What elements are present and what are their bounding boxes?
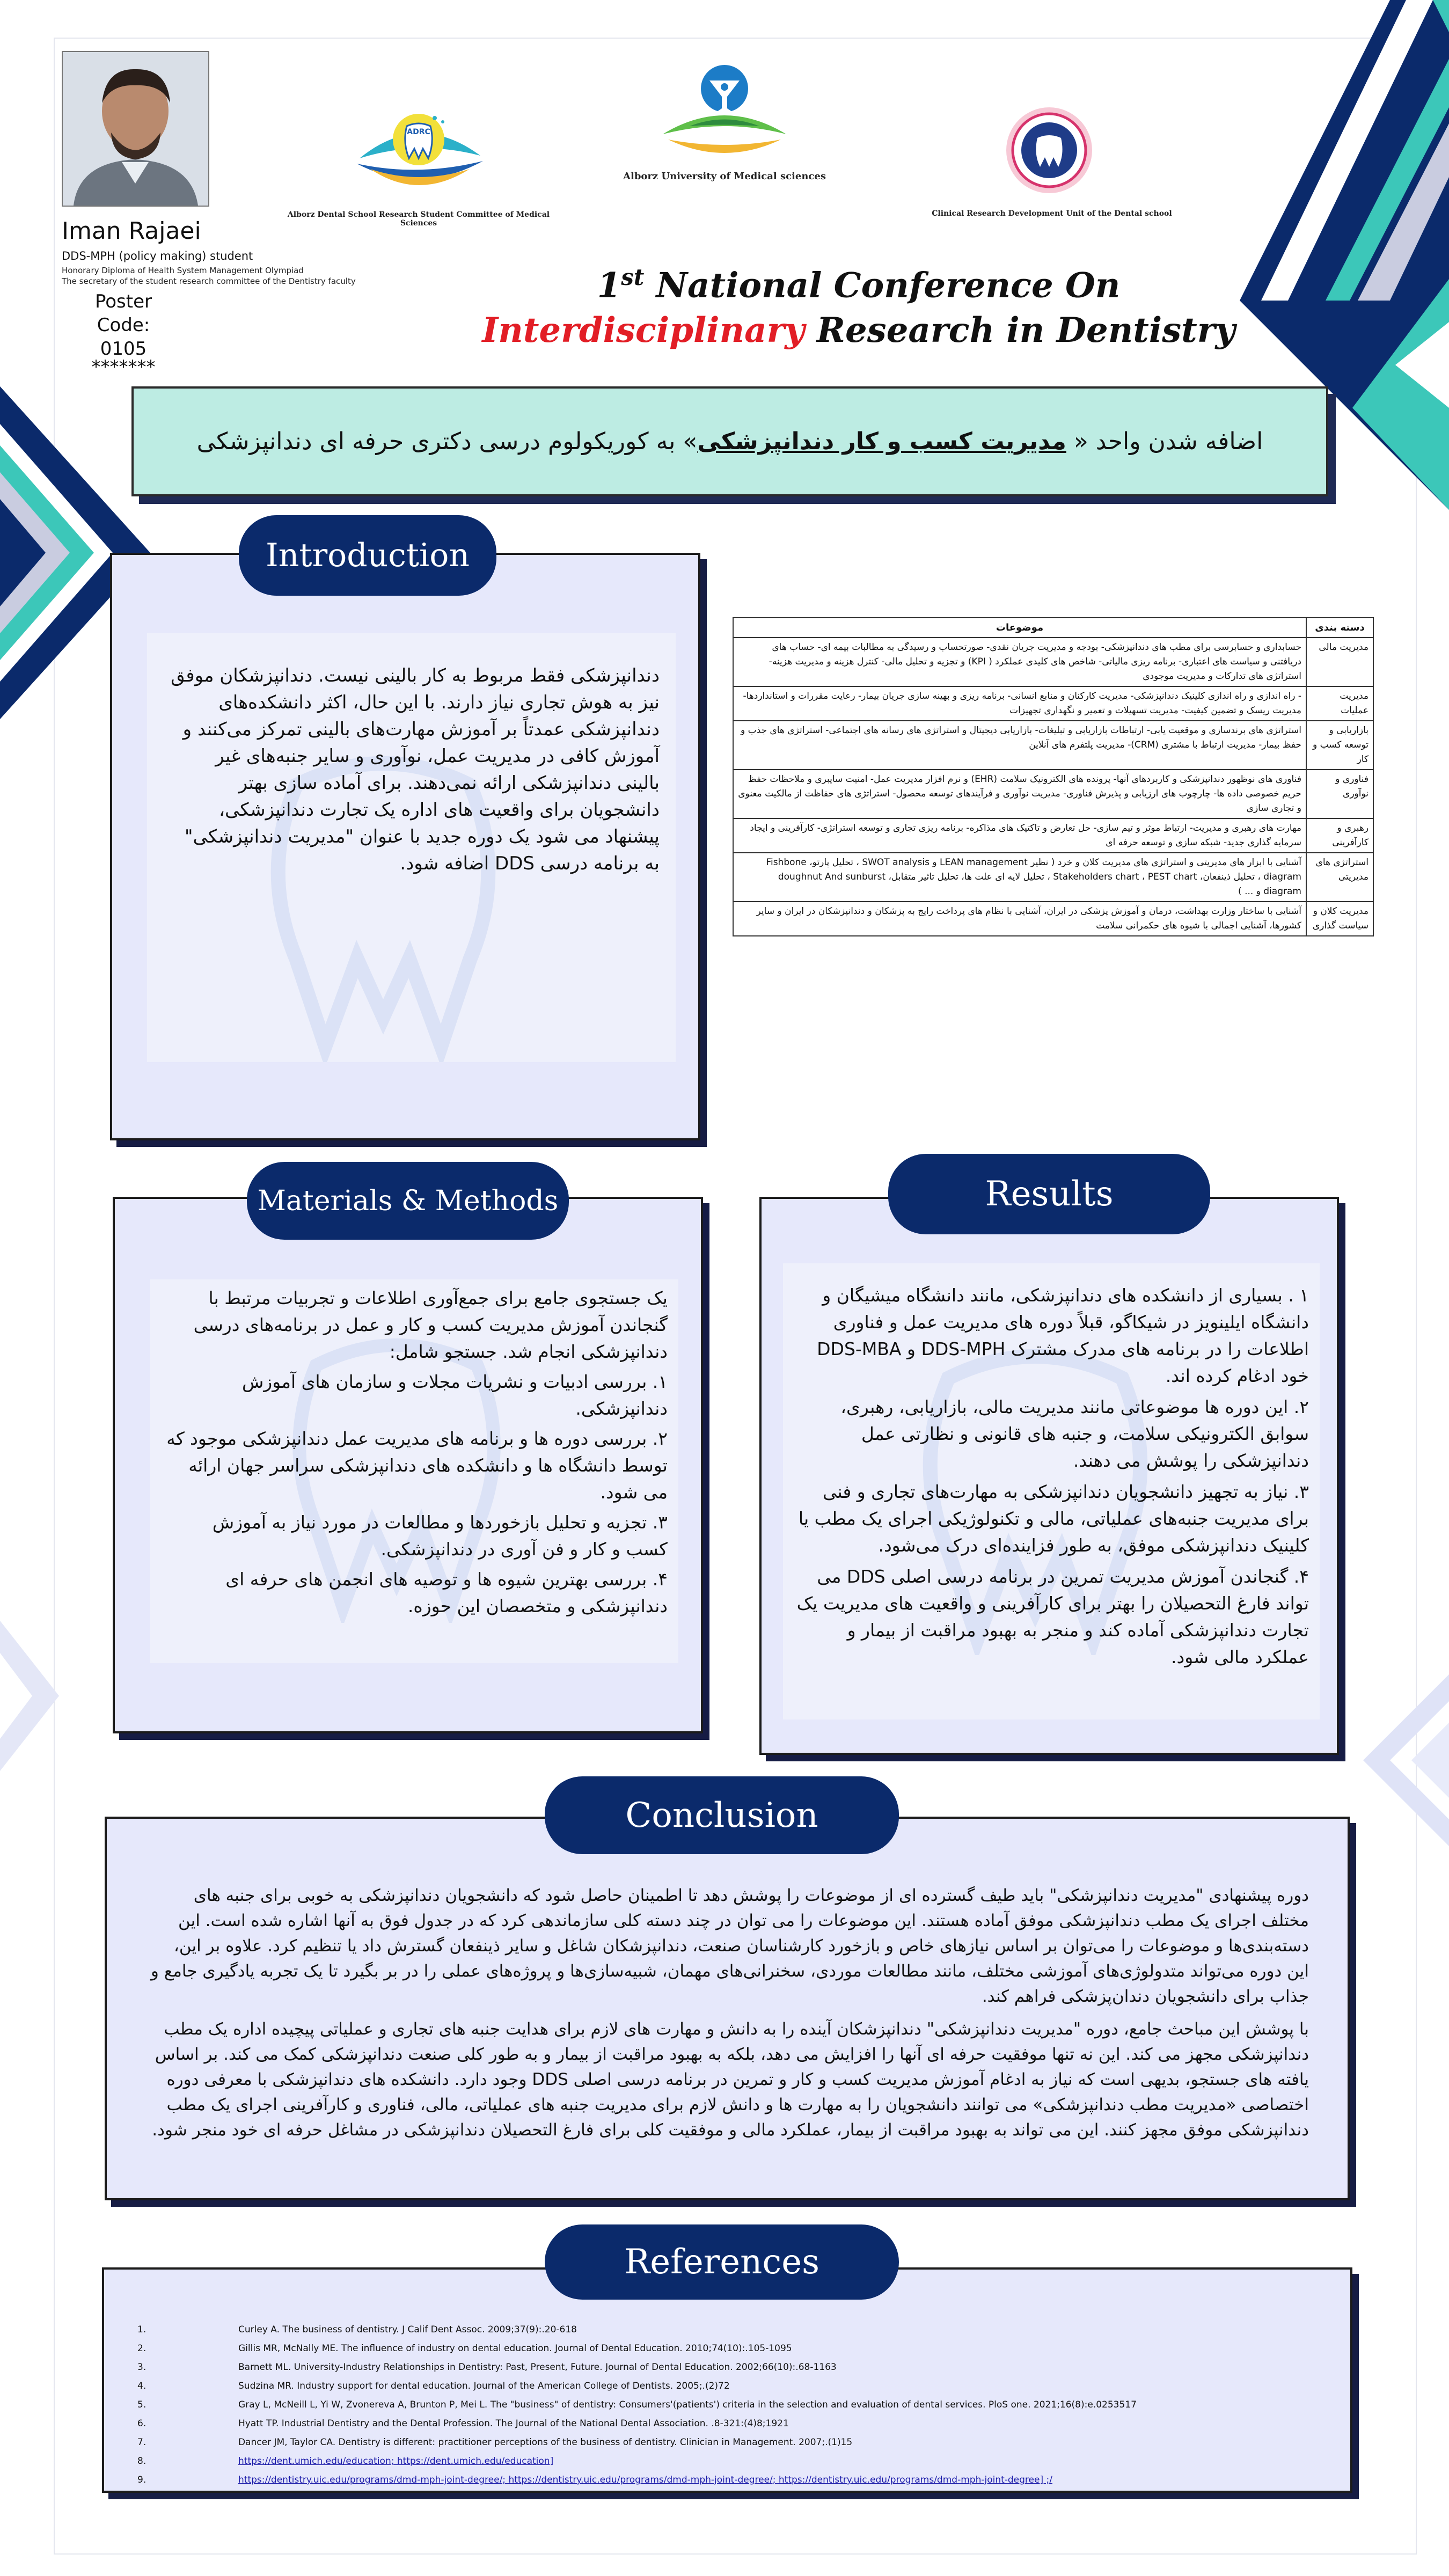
poster-code-label: Poster bbox=[94, 291, 152, 312]
column-header-topics: موضوعات bbox=[733, 618, 1306, 638]
author-secretary: The secretary of the student research committee of the Dentistry faculty bbox=[62, 276, 356, 286]
author-diploma: Honorary Diploma of Health System Management Olympiad bbox=[62, 266, 304, 275]
clinical-research-logo bbox=[1004, 105, 1095, 196]
poster-code-stars: ******* bbox=[91, 356, 156, 378]
conference-title-line1: 1st National Conference On bbox=[597, 264, 1121, 306]
topics-table bbox=[733, 617, 1374, 936]
references-section bbox=[102, 2267, 1352, 2493]
conclusion-paragraph: دوره پیشنهادی "مدیریت دندانپزشکی" باید طیف گسترده ای از موضوعات را پوشش دهد تا اطمینان حاصل شود که دانشجویان دندانپزشکی به خوبی برای جنبه های مختلف اجرای یک مطب دندانپزشکی موفق آماده هستند. این موضوعات را می توان در چند دسته کلی سازماندهی کرد که در جدول فوق به آنها اشاره شده است. این دسته‌بندی‌ها و موضوعات را می‌توان بر اساس نیازهای خاص و بازخورد کارشناسان صنعت، دندانپزشکان شاغل و سایر ذینفعان گسترش داد یا تنظیم کرد. علاوه بر این، این دوره می‌تواند متدولوژی‌های آموزشی مختلف، مانند مطالعات موردی، سخنرانی‌های مهمان، شبیه‌سازی‌ها و پروژه‌های عملی را در بر بگیرد تا یک تجربه یادگیری جامع و جذاب برای دانشجویان دندان‌پزشکی فراهم کند. bbox=[150, 1886, 1309, 2006]
alborz-university-caption: Alborz University of Medical sciences bbox=[623, 171, 826, 182]
column-header-category: دسته بندی bbox=[1306, 618, 1373, 638]
results-text bbox=[783, 1263, 1320, 1671]
conclusion-section bbox=[105, 1817, 1350, 2200]
conference-title bbox=[376, 255, 1342, 353]
reference-item: 3. Barnett ML. University-Industry Relationships in Dentistry: Past, Present, Future. Journal of Dental Education. 2002;66(10):.68-1163 bbox=[137, 2362, 837, 2373]
topic-banner-text: اضافه شدن واحد « مدیریت کسب و کار دندانپزشکی» به کوریکولوم درسی دکتری حرفه ای دندانپزشکی bbox=[196, 428, 1263, 455]
conclusion-heading: Conclusion bbox=[545, 1776, 899, 1854]
methods-item: ۴. بررسی بهترین شیوه ها و توصیه های انجمن های حرفه ای دندانپزشکی و متخصصان این حوزه. bbox=[225, 1569, 668, 1616]
clinical-research-caption: Clinical Research Development Unit of the Dental school bbox=[932, 209, 1172, 218]
results-section bbox=[759, 1197, 1339, 1755]
conference-title-accent: Interdisciplinary bbox=[482, 310, 805, 351]
conclusion-text bbox=[150, 1883, 1309, 2143]
reference-link[interactable]: https://dentistry.uic.edu/programs/dmd-mph-joint-degree/; https://dentistry.uic.edu/programs/dmd-mph-joint-degree/; https://dentistry.uic.edu/programs/dmd-mph-joint-degree] ;/ bbox=[238, 2475, 1052, 2485]
introduction-section bbox=[110, 553, 700, 1140]
introduction-heading: Introduction bbox=[239, 515, 496, 596]
methods-text bbox=[150, 1279, 678, 1620]
results-item: ۲. این دوره ها موضوعاتی مانند مدیریت مالی، بازاریابی، رهبری، سوابق الکترونیکی سلامت، و جنبه های قانونی و نظارتی عمل دندانپزشکی را پوشش می دهند. bbox=[840, 1396, 1309, 1471]
author-name: Iman Rajaei bbox=[62, 217, 201, 245]
decorative-chevron-left-faint bbox=[0, 1610, 64, 1782]
introduction-text: دندانپزشکی فقط مربوط به کار بالینی نیست. دندانپزشکان موفق نیز به هوش تجاری نیاز دارند. با این حال، اکثر دانشکده‌های دندانپزشکی عمدتاً بر آموزش مهارت‌های بالینی تمرکز می‌کنند و آموزش کافی در مدیریت عمل، نوآوری و سایر جنبه‌های غیر بالینی دندانپزشکی ارائه نمی‌دهند. برای آماده سازی بهتر دانشجویان برای واقعیت های اداره یک تجارت دندانپزشکی، پیشنهاد می شود یک دوره جدید با عنوان "مدیریت دندانپزشکی" به برنامه درسی DDS اضافه شود. bbox=[171, 665, 660, 874]
methods-section bbox=[113, 1197, 703, 1733]
methods-heading: Materials & Methods bbox=[247, 1162, 569, 1240]
poster-code-number: 0105 bbox=[100, 338, 147, 360]
introduction-content bbox=[147, 633, 676, 1062]
author-photo bbox=[62, 51, 209, 207]
reference-item: 8. https://dent.umich.edu/education; https://dent.umich.edu/education] bbox=[136, 2452, 1317, 2471]
table-row: مدیریت کلان و سیاست گذاری آشنایی با ساختار وزارت بهداشت، درمان و آموزش پزشکی در ایران، آشنایی با نظام های پرداخت رایج به پزشکان و دندانپزشکان در ایران و سایر کشورها، آشنایی اجمالی با شیوه های حکمرانی سلامت bbox=[733, 902, 1373, 936]
reference-item: 9. https://dentistry.uic.edu/programs/dmd-mph-joint-degree/; https://dentistry.uic.edu/programs/dmd-mph-joint-degree/; https://dentistry.uic.edu/programs/dmd-mph-joint-degree] ;/ bbox=[136, 2471, 1317, 2490]
table-row: مدیریت مالی حسابداری و حسابرسی برای مطب های دندانپزشکی- بودجه و مدیریت جریان نقدی- صورتحساب و رسیدگی به مطالبات بیمه ای- حساب های دریافتنی و سیاست های اعتباری- برنامه ریزی مالیاتی- شاخص های کلیدی عملکرد ( KPI) و تجزیه و تحلیل مالی- کنترل هزینه و مدیریت هزینه- استراتژی های تدارکات و مدیریت موجودی bbox=[733, 638, 1373, 686]
adrc-badge: ADRC bbox=[407, 128, 430, 136]
reference-item: 2. Gillis MR, McNally ME. The influence of industry on dental education. Journal of Dental Education. 2010;74(10):.105-1095 bbox=[137, 2343, 792, 2354]
results-heading: Results bbox=[888, 1154, 1210, 1234]
methods-item: ۲. بررسی دوره ها و برنامه های مدیریت عمل دندانپزشکی موجود که توسط دانشگاه ها و دانشکده های دندانپزشکی سراسر جهان ارائه می شود. bbox=[166, 1428, 668, 1503]
references-heading: References bbox=[545, 2224, 899, 2300]
table-row: رهبری و کارآفرینی مهارت های رهبری و مدیریت- ارتباط موثر و تیم سازی- حل تعارض و تاکتیک های مذاکره- برنامه ریزی تجاری و توسعه استراتژی- کارآفرینی و ایجاد سرمایه گذاری جدید- شبکه سازی و توسعه حرفه ای bbox=[733, 818, 1373, 853]
poster-code bbox=[80, 290, 166, 378]
reference-item: 5. Gray L, McNeill L, Yi W, Zvonereva A, Brunton P, Mei L. The "business" of dentistry: Consumers'(patients') criteria in the selection and evaluation of dental services. PloS one. 2021;16(8):e.0253517 bbox=[137, 2399, 1137, 2410]
adrc-logo bbox=[349, 89, 488, 196]
table-row: بازاریابی و توسعه کسب و کار استراتژی های برندسازی و موقعیت یابی- ارتباطات بازاریابی و تبلیغات- بازاریابی دیجیتال و استراتژی های رسانه های اجتماعی- استراتژی های جذب و حفظ بیمار- مدیریت ارتباط با مشتری (CRM)- مدیریت پلتفرم های آنلاین bbox=[733, 721, 1373, 770]
methods-intro: یک جستجوی جامع برای جمع‌آوری اطلاعات و تجربیات مرتبط با گنجاندن آموزش مدیریت کسب و کار و عمل در برنامه‌های درسی دندانپزشکی انجام شد. جستجو شامل: bbox=[193, 1287, 668, 1362]
topics-table-header bbox=[733, 618, 1373, 638]
reference-item: 6. Hyatt TP. Industrial Dentistry and the Dental Profession. The Journal of the National Dental Association. .8-321:(4)8;1921 bbox=[137, 2418, 789, 2429]
results-item: ۳. نیاز به تجهیز دانشجویان دندانپزشکی به مهارت‌های تجاری و فنی برای مدیریت جنبه‌های عملیاتی، مالی و تکنولوژیکی اجرای یک مطب یا کلینیک دندانپزشکی موفق، به طور فزاینده‌ای درک می‌شود. bbox=[798, 1481, 1309, 1556]
reference-link[interactable]: https://dent.umich.edu/education; https://dent.umich.edu/education] bbox=[238, 2456, 554, 2467]
references-list bbox=[136, 2321, 1317, 2490]
reference-item: 4. Sudzina MR. Industry support for dental education. Journal of the American College of Dentists. 2005;.(2)72 bbox=[137, 2381, 730, 2391]
alborz-university-logo bbox=[657, 59, 792, 166]
topic-banner bbox=[131, 386, 1328, 496]
results-item: ۱ . بسیاری از دانشکده های دندانپزشکی، مانند دانشگاه میشیگان و دانشگاه ایلینویز در شیکاگو، قبلاً دوره های مدیریت عمل و فناوری اطلاعات را در برنامه های مدرک مشترک DDS-MPH و DDS-MBA خود ادغام کرده اند. bbox=[817, 1285, 1309, 1386]
table-row: مدیریت عملیات - راه اندازی و راه اندازی کلینیک دندانپزشکی- مدیریت کارکنان و منابع انسانی- برنامه ریزی و بهینه سازی جریان بیمار- رعایت مقررات و استانداردها- مدیریت ریسک و تضمین کیفیت- مدیریت تسهیلات و تعمیر و نگهداری تجهیزات bbox=[733, 686, 1373, 721]
author-role: DDS-MPH (policy making) student bbox=[62, 250, 253, 262]
conclusion-paragraph: با پوشش این مباحث جامع، دوره "مدیریت دندانپزشکی" دندانپزشکان آینده را به دانش و مهارت های لازم برای هدایت جنبه های تجاری و عملیاتی پیچیده اداره یک مطب دندانپزشکی مجهز می کند. این نه تنها موفقیت حرفه ای آنها را افزایش می دهد، بلکه به بهبود مراقبت از بیمار و به طور کلی صنعت دندانپزشکی کمک می کند. بر اساس یافته های جستجو، بدیهی است که نیاز به ادغام آموزش مدیریت کسب و کار و تمرین در برنامه درسی اصلی DDS وجود دارد. دانشکده های دندانپزشکی با معرفی دوره اختصاصی «مدیریت مطب دندانپزشکی» می توانند دانشجویان را به مهارت ها و دانش لازم برای مدیریت جنبه های عملیاتی، مالی، فناوری و کارآفرینی اجرای یک مطب دندانپزشکی موفق مجهز کنند. این می تواند به بهبود مراقبت از بیمار، عملکرد مالی و موفقیت کلی برای فارغ التحصیلان دندانپزشکی در مشاغل حرفه ای خود منجر شود. bbox=[152, 2019, 1309, 2140]
methods-item: ۱. بررسی ادبیات و نشریات مجلات و سازمان های آموزش دندانپزشکی. bbox=[242, 1371, 668, 1419]
methods-item: ۳. تجزیه و تحلیل بازخوردها و مطالعات در مورد نیاز به آموزش کسب و کار و فن آوری در دندانپزشکی. bbox=[212, 1512, 668, 1560]
conference-title-line2: Interdisciplinary Research in Dentistry bbox=[482, 310, 1235, 351]
reference-item: 1. Curley A. The business of dentistry. J Calif Dent Assoc. 2009;37(9):.20-618 bbox=[137, 2324, 577, 2335]
adrc-caption: Alborz Dental School Research Student Committee of Medical Sciences bbox=[287, 210, 550, 228]
results-content bbox=[783, 1263, 1320, 1719]
decorative-chevron-right bbox=[1342, 1664, 1449, 1857]
poster-code-caption: Code: bbox=[97, 314, 150, 336]
table-row: استراتژی های مدیریتی آشنایی با ابزار های مدیریتی و استراتژی های مدیریت کلان و خرد ( نظیر LEAN management و SWOT analysis ، تحلیل پارتو، Fishbone diagram ، تحلیل ذینفعان، Stakeholders chart ، PEST chart ، تحلیل لایه ای علت ها، تحلیل تاثیر متقابل، doughnut And sunburst diagram و ... ) bbox=[733, 853, 1373, 902]
results-item: ۴. گنجاندن آموزش مدیریت تمرین در برنامه درسی اصلی DDS می تواند فارغ التحصیلان را بهتر برای کارآفرینی و واقعیت های مدیریت یک تجارت دندانپزشکی آماده کند و منجر به بهبود مراقبت از بیمار و عملکرد مالی شود. bbox=[796, 1566, 1309, 1667]
reference-item: 7. Dancer JM, Taylor CA. Dentistry is different: practitioner perceptions of the business of dentistry. Clinician in Management. 2007;.(1)15 bbox=[137, 2437, 853, 2448]
methods-content bbox=[150, 1279, 678, 1663]
table-row: فناوری و نوآوری فناوری های نوظهور دندانپزشکی و کاربردهای آنها- پرونده های الکترونیک سلامت (EHR) و نرم افزار مدیریت عمل- امنیت سایبری و ملاحظات حفظ حریم خصوصی داده ها- چارچوب های ارزیابی و پذیرش فناوری- مدیریت نوآوری و فرآیندهای توسعه محصول- استراتژی های حفاظت از مالکیت معنوی و تجاری سازی bbox=[733, 770, 1373, 818]
